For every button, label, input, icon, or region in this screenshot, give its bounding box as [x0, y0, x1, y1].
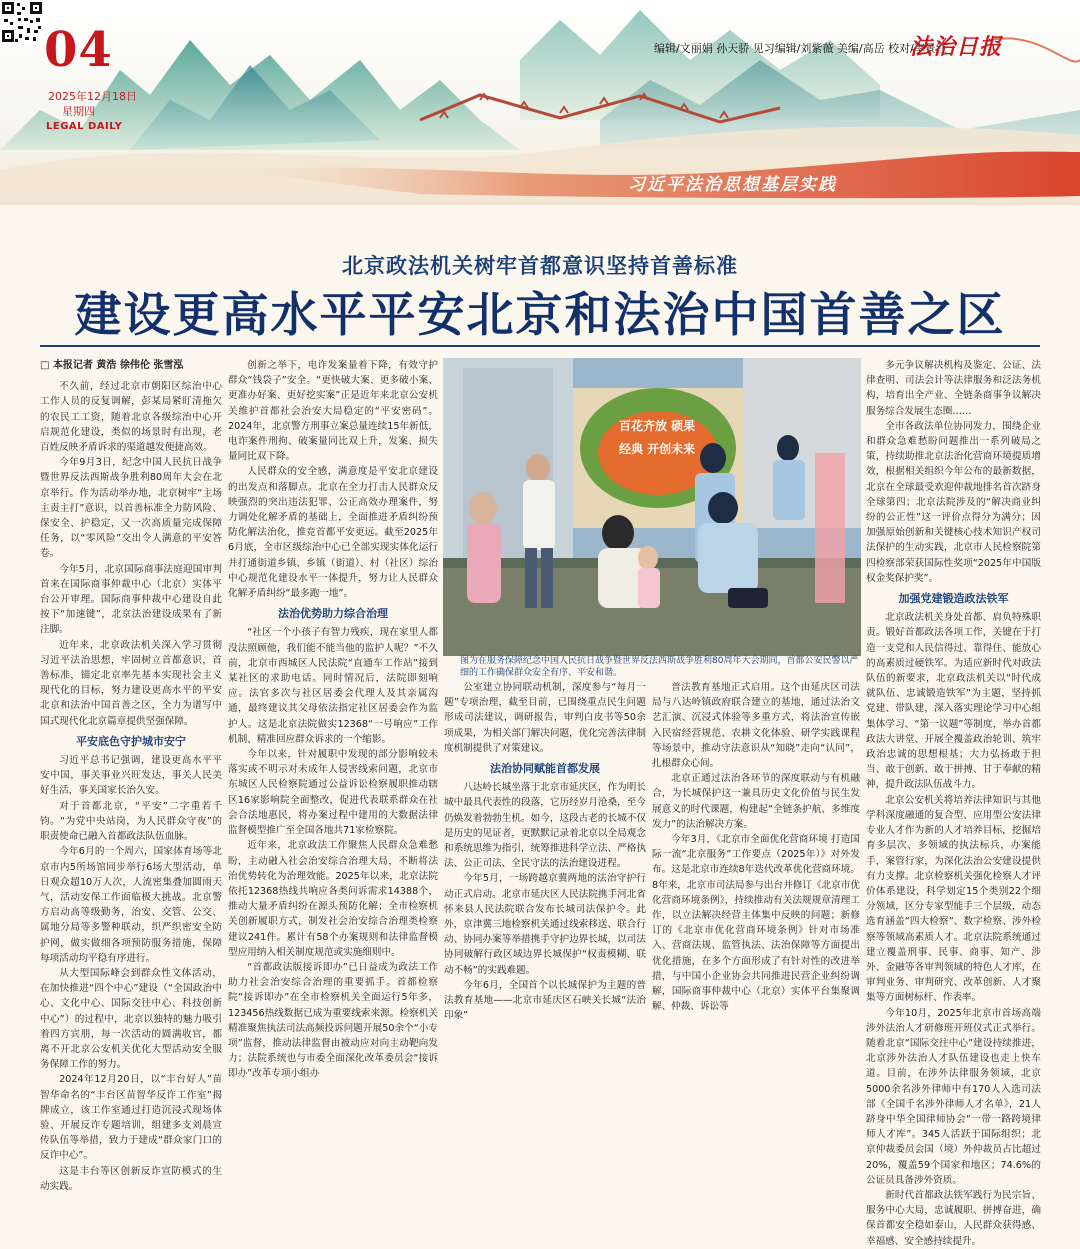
article-subtitle: 北京政法机关树牢首都意识坚持首善标准 [342, 254, 738, 278]
byline: □ 本报记者 黄浩 徐伟伦 张雪泓 [40, 360, 184, 371]
paragraph: 北京正通过法治各环节的深度联动与有机融合，为长城保护这一兼具历史文化价值与民生发展意义的时代课题，构建起“全链条护航、多维度发力”的法治解决方案。 [652, 773, 860, 830]
article-title: 建设更高水平平安北京和法治中国首善之区 [74, 288, 1006, 343]
paragraph: 创新之举下，电诈发案量着下降，有效守护群众“钱袋子”安全。“更快破大案、更多破小案、更准办好案、更好挖实案”正是近年来北京公安机关维护首都社会治安大局稳定的“平安密码”。2024年，北京警方刑事立案总量连续15年新低，电诈案件刑拘、破案量同比双上升，发案、损失量同比双下降。 [228, 360, 438, 463]
paragraph: 近年来，北京政法工作聚焦人民群众急难愁盼，主动融入社会治安综合治理大局，不断将法治优势转化为治理效能。2025年以来，北京法院依托12368热线共响应各类问诉需求14388个，推动大量矛盾纠纷在源头预防化解；全市检察机关创新履职方式，制发社会治安综合治理类检察建议241件。累计有58个办案规则和法律监督模型应用纳入相关制度规范或实施细则中。 [228, 840, 438, 958]
paragraph: 普法教育基地正式启用。这个由延庆区司法局与八达岭镇政府联合建立的基地，通过法治文艺汇演、沉浸式体验等多重方式，将法治宣传嵌入民宿经营规范、农耕文化体验、研学实践课程等场景中，推动守法意识从“知晓”走向“认同”，扎根群众心间。 [652, 682, 860, 770]
article-column-5 [866, 358, 1041, 1247]
paragraph: “首都政法版接诉即办”已日益成为政法工作助力社会治安综合治理的重要抓手。首都检察院“接诉即办”在全市检察机关全面运行5年多，123456热线数据已成为重要线索来源。检察机关精准聚焦执法司法高频投诉问题开展50余个“小专项”监督，推动法律监督由被动应对向主动靶向发力；法院系统也与市委全面深化改革委员会“接诉即办”改革专项小组办 [228, 961, 438, 1080]
qr-code-icon[interactable] [0, 0, 44, 44]
issue-weekday: 星期四 [62, 105, 95, 118]
paragraph: 全市各政法单位协同发力，围绕企业和群众急难愁盼问题推出一系列破局之策，持续助推北京法治化营商环境提质增效，根据相关组织今年公布的最新数据，北京在全球最受欢迎仲裁地排名首次跻身全球第四；北京法院涉及的“解决商业纠纷的公正性”这一评价点得分为满分；因加强原始创新和关键核心技术知识产权司法保护的生动实践，北京市人民检察院第四检察部荣获国际性奖项“2025年中国版权金奖保护奖”。 [866, 420, 1041, 584]
paragraph: 今年5月，一场跨越京冀两地的法治守护行动正式启动。北京市延庆区人民法院携手河北省怀来县人民法院联合发布长城司法保护令。此外，京津冀三地检察机关通过线索移送、联合行动、协同办案等举措携手守护边界长城，以司法协同破解行政区域边界长城保护“权责模糊、联动不畅”的实践难题。 [444, 873, 646, 976]
paragraph: 习近平总书记强调，建设更高水平平安中国，事关事业兴旺发达，事关人民美好生活，事关国家长治久安。 [40, 755, 222, 797]
paragraph: 今年9月3日，纪念中国人民抗日战争暨世界反法西斯战争胜利80周年大会在北京举行。作为活动举办地，北京树牢“主场主责主打”意识，以首善标准全力防风险、保安全、护稳定，又一次高质量完成保障任务，以“零风险”交出令人满意的平安答卷。 [40, 457, 222, 560]
paragraph: 北京政法机关身处首都、肩负特殊职责。锻好首都政法各项工作，关键在于打造一支党和人民信得过、靠得住、能放心的高素质过硬铁军。为适应新时代对政法队伍的新要求，北京政法机关以“时代成就队伍、忠诚锻造铁军”为主题，坚持抓党建、带队建，深入落实理论学习中心组集体学习、“第一议题”等制度，举办首都政法大讲堂、开展全覆盖政治轮训、筑牢政治忠诚的思想根基；大力弘扬敢于担当、敢于创新、敢于拼搏、甘于奉献的精神，提升政法队伍战斗力。 [866, 612, 1041, 791]
paragraph: 今年5月，北京国际商事法庭迎国审判首来在国际商事仲裁中心（北京）实体平台公开审理。国际商事仲裁中心建设自此按下“加速键”，北京法治建设成果有了新注脚。 [40, 563, 222, 636]
paragraph: 今年10月，2025年北京市首场高端涉外法治人才研修班开班仪式正式举行。随着北京“国际交往中心”建设持续推进，北京涉外法治人才队伍建设也走上快车道。目前，在涉外法律服务领域，北京5000余名涉外律师中有170人入选司法部《全国千名涉外律师人才名单》，21人跻身中华全国律师协会“一带一路跨境律师人才库”。345人活跃于国际组织；北京仲裁委员会国（境）外仲裁员占比超过20%，覆盖59个国家和地区；74.6%的公证员具备涉外资质。 [866, 1007, 1041, 1186]
flower-sign-text: 经典 开创未来 [619, 442, 696, 456]
column-tag: 习近平法治思想基层实践 [628, 175, 837, 195]
issue-date: 2025年12月18日 [48, 90, 137, 103]
paragraph: 2024年12月20日，以“丰台好人”苗智华命名的“丰台区苗智华反诈工作室”揭牌成立，该工作室通过打造沉浸式现场体验、开展反诈专题培训，组建多支刘晨宣传队伍等举措，致力于建成“群众家门口的反诈中心”。 [40, 1074, 222, 1162]
paragraph: 北京公安机关将培养法律知识与其他学科深度融通的复合型、应用型公安法律专业人才作为新的人才培养目标，挖掘培育多层次、多领域的执法标兵，办案能手，案管行家，为深化法治公安建设提供有力支撑。北京检察机关强化检察人才评价体系建设，科学划定15个类别22个细分领域，区分专家型能手三个层级，动态选育涵盖“四大检察”、数字检察、涉外检察等领域高素质人才。北京法院系统通过建立覆盖刑事、民事、商事、知产、涉外、金融等各审判领域的特色人才库，在审判业务、审判研究、改革创新、人才聚集等方面树标杆、作表率。 [866, 794, 1041, 1004]
photo-caption: 图为在服务保障纪念中国人民抗日战争暨世界反法西斯战争胜利80周年大会期间，首都公安民警以严细的工作确保群众安全有序、平安和谐。 [460, 656, 859, 678]
paragraph: “社区一个小孩子有智力残疾，现在家里人都没法照顾他，我们能不能当他的监护人呢？”不久前，北京市西城区人民法院“直通车工作站”接到某社区的求助电话。同时情况后，法院即刻响应。法官多次与社区居委会代理人及其亲属沟通，最终建议其父母依法指定社区居委会作为监护人。这是北京法院做实12368“一号响应”工作机制、精准回应群众诉求的一个缩影。 [228, 627, 438, 745]
paragraph: 从大型国际峰会到群众性文体活动，在加快推进“四个中心”建设（“全国政治中心、文化中心、国际交往中心、科技创新中心”）的过程中，北京以独特的魅力吸引着四方宾朋，每一次活动的圆满收官，都离不开北京公安机关优化大型活动安全服务保障工作的努力。 [40, 967, 222, 1071]
section-heading: 平安底色守护城市安宁 [76, 734, 186, 748]
page-number: 04 [44, 22, 113, 78]
article-column-1 [40, 358, 222, 1192]
paragraph: 公室建立协同联动机制，深度参与“每月一题”专项治理，截至目前，已围绕重点民生问题形成司法建议，调研报告，审判白皮书等50余项成果，为相关部门解决问题，优化完善法律制度机制提供了对策建议。 [444, 682, 646, 754]
newspaper-logo: 法治日报 [910, 34, 1003, 60]
paragraph: 人民群众的安全感，满意度是平安北京建设的出发点和落脚点。北京在全力打击人民群众反映强烈的突出违法犯罪、公正高效办理案件，努力调处化解矛盾的基础上，全面推进矛盾纠纷预防化解法治化，推竞首都平安更远。截至2025年6月底，全市区级综治中心已全部实现实体化运行并打通街道乡镇、乡镇（街道）、村（社区）综治中心规范化建设水平一体提升，努力让人民群众化解矛盾纠纷“最多跑一地”。 [228, 466, 438, 600]
paragraph: 近年来，北京政法机关深入学习贯彻习近平法治思想，牢固树立首都意识，首善标准，锚定北京率先基本实现社会主义现代化的目标，努力建设更高水平的平安北京和法治中国首善之区，全力为谱写中国式现代化北京篇章提供坚强保障。 [40, 639, 222, 727]
paragraph: 多元争议解决机构及鉴定、公证、法律查明、司法会计等法律服务和泛法务机构，培育出全产业、全链条商事争议解决服务综合发展生态圈…… [866, 360, 1041, 417]
paragraph: 不久前，经过北京市朝阳区综治中心工作人员的反复调解，彭某局紧盯清拖欠的农民工工资，随着北京各级综治中心开启规范化建设，类似的场景时有出现，老百姓反映矛盾诉求的渠道越发便捷高效。 [40, 381, 222, 454]
masthead-banner [0, 0, 1080, 205]
headline-divider [40, 345, 1040, 347]
paragraph: 这是丰台等区创新反诈宣防模式的生动实践。 [40, 1165, 222, 1192]
section-heading: 法治协同赋能首都发展 [490, 762, 600, 776]
paragraph: 今年以来，针对履职中发现的部分影响较未落实或不明示对未成年人侵害线索问题，北京市东城区人民检察院通过公益诉讼检察履职推动辖区16家影响院全面整改，促进代表联系群众在社会合法地惠民，将办案过程中建用的大数据法律监督模型推广至全国各地共71家检察院。 [228, 749, 438, 837]
photo-scene [443, 358, 861, 656]
section-heading: 加强党建锻造政法铁军 [898, 592, 1009, 606]
paragraph: 八达岭长城坐落于北京市延庆区，作为明长城中最具代表性的段落，它历经岁月沧桑，至今仍焕发着勃勃生机。如今，这段古老的长城不仅是历史的见证者，更默默记录着北京以全局观念和系统思维为指引，统筹推进科学立法、严格执法、公正司法、全民守法的法治建设进程。 [444, 782, 646, 870]
article-column-3 [444, 680, 646, 1022]
paragraph: 今年6月的一个周六，国家体育场等北京市内5所场馆同步举行6场大型活动，单日观众超10万人次，人流密集叠加圆雨天气，活动安保工作面临极大挑战。北京警方启动高等级勤务，治安、交管、公交、属地分局等多警种联动，织严织密安全防护网，做实做细各项预防服务措施，保障每项活动均平稳有序进行。 [40, 846, 222, 964]
paragraph: 对于首都北京，“平安”二字重若千钧。“为党中央站岗，为人民群众守夜”的职责使命已融入首都政法队伍血脉。 [40, 800, 222, 843]
flower-sign-text: 百花齐放 硕果 [619, 419, 696, 433]
newspaper-english-name: LEGAL DAILY [46, 121, 123, 132]
section-heading: 法治优势助力综合治理 [278, 607, 388, 621]
news-photo [443, 358, 861, 656]
article-column-2 [228, 358, 438, 1080]
editor-credits: 编辑/文丽娟 孙天骄 见习编辑/刘紫薇 美编/高岳 校对/李景红 [654, 42, 947, 55]
paragraph: 今年6月，全国首个以长城保护为主题的普法教育基地——北京市延庆区石峡关长城“法治印象” [444, 979, 646, 1022]
paragraph: 新时代首都政法铁军践行为民宗旨、服务中心大局，忠诚履职、拼搏奋进，确保首都安全稳如泰山，人民群众获得感、幸福感、安全感持续提升。 [866, 1189, 1041, 1247]
article-column-4 [652, 680, 860, 1013]
paragraph: 今年3月，《北京市全面优化营商环境 打造国际一流“北京服务”工作要点（2025年）》对外发布。这是北京市连续8年迭代改革优化营商环境。8年来，北京市司法局参与出台并修订《北京市优化营商环境条例》，持续推动有关法规规章清理工作，以立法解决经营主体集中反映的问题；新修订的《北京市优化营商环境条例》针对市场准入、营商法规、监管执法、法治保障等方面提出优化措施，在多个方面形成了有针对性的改进举措，与中国小企业协会共同推进民营企业纠纷调解，国际商事仲裁中心（北京）实体平台集聚调解、仲裁、诉讼等 [652, 834, 860, 1013]
